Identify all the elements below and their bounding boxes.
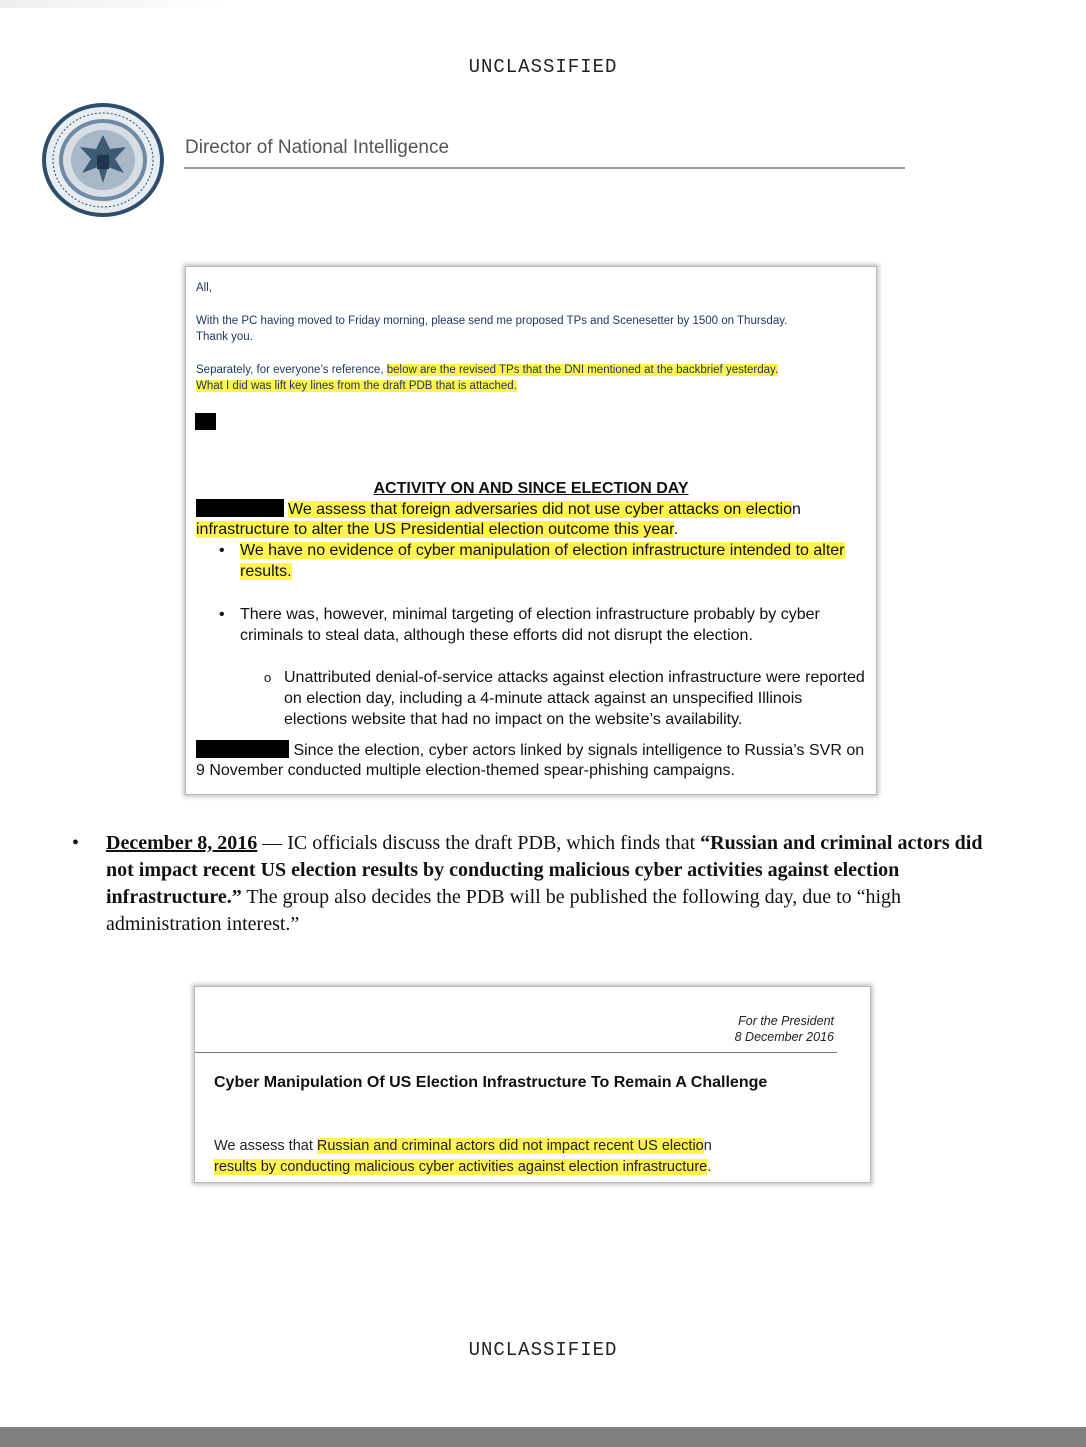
sub-bullet-text: Unattributed denial-of-service attacks against election infrastructure were reported on election day, including a 4-minute attack against an unspecified Illinois elections website that had no impact on the website’s availability.	[284, 669, 865, 728]
pdb-audience-line-1: For the President	[738, 1014, 834, 1028]
pdb-date: 8 December 2016	[734, 1030, 834, 1044]
assessment-paragraph	[196, 499, 861, 540]
classification-bottom: UNCLASSIFIED	[468, 1339, 618, 1361]
bullet-icon: •	[219, 542, 225, 559]
assessment-plain-1: n	[791, 501, 801, 518]
pdb-title: Cyber Manipulation Of US Election Infrastructure To Remain A Challenge	[214, 1074, 768, 1091]
timeline-bold-quote: “Russian and criminal actors did not impact recent US election results by conducting malicious cyber activities against election infrastructure.”	[106, 832, 983, 908]
since-election-text: Since the election, cyber actors linked by signals intelligence to Russia’s SVR on 9 November conducted multiple election-themed spear-phishing campaigns.	[196, 742, 865, 779]
sub-bullet-icon: o	[264, 670, 272, 685]
email-paragraph-2-highlight: below are the revised TPs that the DNI mentioned at the backbrief yesterday. What I did was lift key lines from the draft PDB that is attached.	[196, 364, 779, 392]
email-excerpt	[185, 266, 877, 795]
scan-smudge	[0, 0, 230, 8]
assessment-highlight-1: We assess that foreign adversaries did not use cyber attacks on electio	[288, 501, 792, 518]
pdb-body-plain-3: .	[707, 1159, 712, 1175]
classification-top: UNCLASSIFIED	[468, 56, 618, 78]
pdb-body	[214, 1136, 854, 1178]
pdb-excerpt	[194, 986, 871, 1183]
timeline-date: December 8, 2016	[106, 832, 258, 854]
pdb-audience	[735, 1013, 834, 1045]
email-greeting: All,	[196, 282, 212, 294]
email-paragraph-1: With the PC having moved to Friday morning, please send me proposed TPs and Scenesetter by 1500 on Thursday. Thank you.	[196, 315, 788, 343]
email-paragraph-2-plain: Separately, for everyone’s reference,	[196, 364, 387, 376]
section-heading: ACTIVITY ON AND SINCE ELECTION DAY	[373, 480, 689, 497]
list-item	[219, 540, 870, 582]
redaction-block	[195, 413, 216, 430]
assessment-highlight-2: infrastructure to alter the US Presidential election outcome this year	[196, 521, 674, 538]
bullet-icon: •	[219, 606, 225, 623]
pdb-body-highlight-2: results by conducting malicious cyber activities against election infrastructure	[214, 1159, 708, 1175]
pdb-body-plain: We assess that	[214, 1138, 317, 1154]
list-item	[219, 604, 860, 646]
email-paragraph-2	[196, 362, 796, 394]
timeline-bullet	[72, 830, 1006, 938]
redaction-block	[196, 740, 289, 758]
pdb-divider	[195, 1052, 837, 1053]
timeline-text-1: — IC officials discuss the draft PDB, which finds that	[257, 832, 701, 854]
header-divider	[184, 167, 905, 169]
header-title: Director of National Intelligence	[185, 137, 450, 158]
redaction-block	[196, 499, 284, 517]
since-election-paragraph	[196, 740, 866, 781]
assessment-plain-2: .	[673, 521, 679, 538]
odni-seal-icon	[40, 101, 166, 219]
page-bottom-bar	[0, 1427, 1086, 1447]
pdb-body-plain-2: n	[703, 1138, 712, 1154]
bullet-2-text: There was, however, minimal targeting of election infrastructure probably by cyber criminals to steal data, although these efforts did not disrupt the election.	[240, 606, 820, 644]
timeline-text-2: The group also decides the PDB will be published the following day, due to “high administration interest.”	[106, 886, 902, 935]
bullet-icon: •	[72, 832, 80, 854]
pdb-body-highlight-1: Russian and criminal actors did not impact recent US electio	[316, 1138, 704, 1154]
bullet-1-text: We have no evidence of cyber manipulation of election infrastructure intended to alter results.	[240, 542, 845, 580]
list-item	[264, 667, 869, 730]
